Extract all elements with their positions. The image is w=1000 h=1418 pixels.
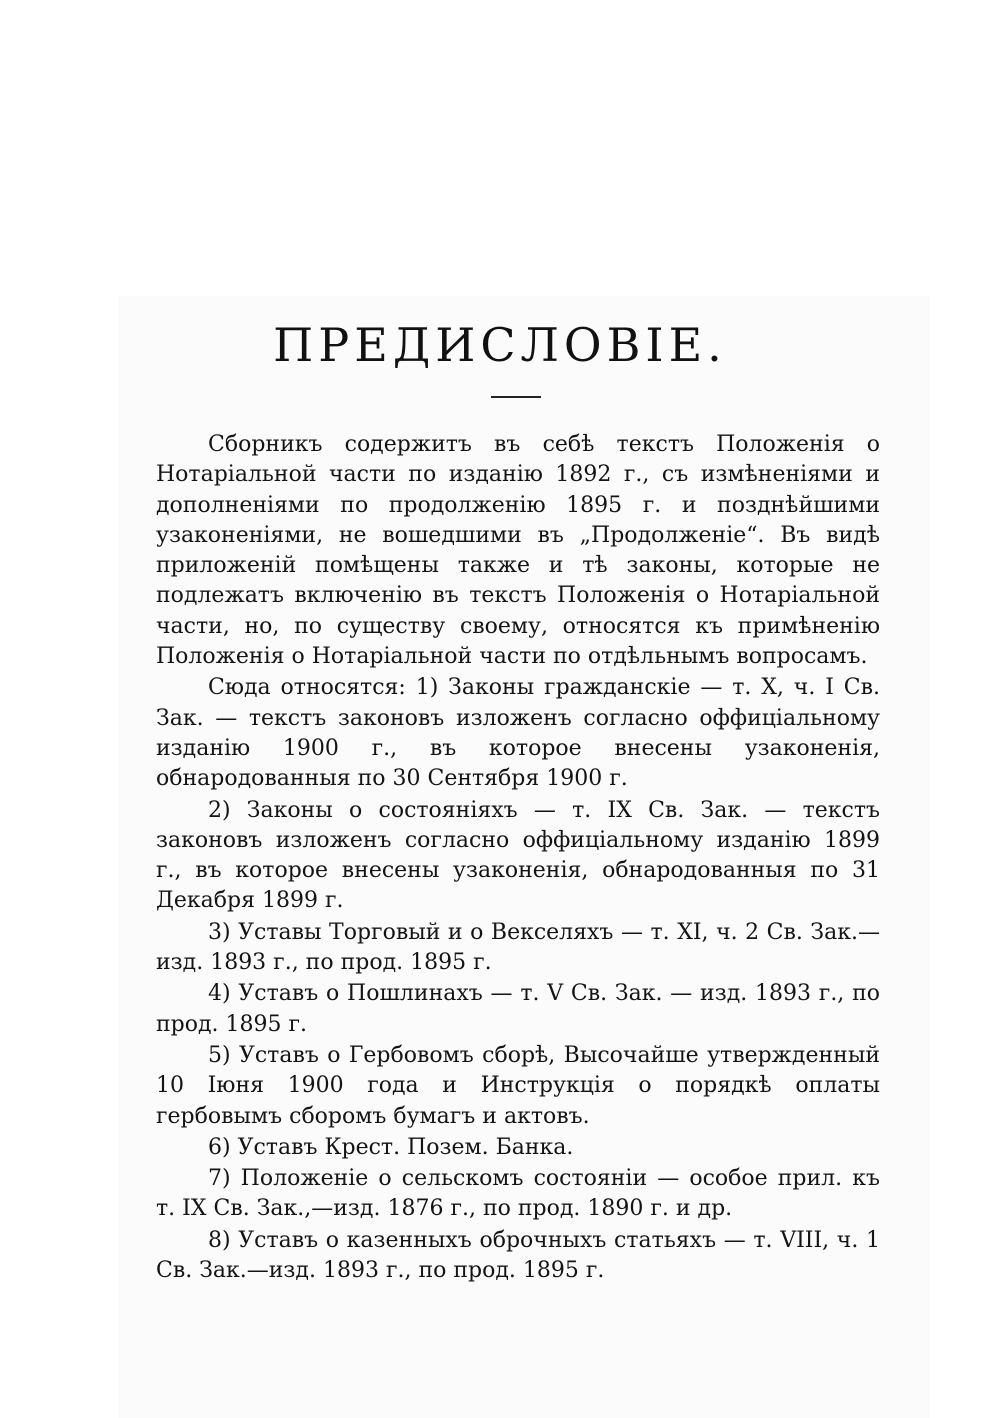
preface-body [156, 430, 880, 1286]
paragraph-item-3: 3) Уставы Торговый и о Векселяхъ — т. XI, ч. 2 Св. Зак.— изд. 1893 г., по прод. 1895 г. [156, 919, 880, 976]
paragraph-intro: Сборникъ содержитъ въ себѣ текстъ Положенія о Нотаріальной части по изданію 1892 г., съ измѣненіями и дополненіями по продолженію 1895 г. и позднѣйшими узаконеніями, не вошедшими въ „Продолженіе“. Въ видѣ приложеній помѣщены также и тѣ законы, которые не подлежатъ включенію въ текстъ Положенія о Нотаріальной части, но, по существу своему, относятся къ примѣненію Положенія о Нотаріальной части по отдѣльнымъ вопросамъ. [156, 432, 880, 670]
paragraph-item-8: 8) Уставъ о казенныхъ оброчныхъ статьяхъ — т. VIII, ч. 1 Св. Зак.—изд. 1893 г., по прод. 1895 г. [156, 1227, 880, 1284]
paragraph-item-6: 6) Уставъ Крест. Позем. Банка. [208, 1134, 574, 1160]
paragraph-item-5: 5) Уставъ о Гербовомъ сборѣ, Высочайшe утвержденный 10 Іюня 1900 года и Инструкція о порядкѣ оплаты гербовымъ сборомъ бумагъ и актовъ. [156, 1042, 880, 1129]
paragraph-item-4: 4) Уставъ о Пошлинахъ — т. V Св. Зак. — изд. 1893 г., по прод. 1895 г. [156, 981, 880, 1037]
paragraph-item-7: 7) Положеніе о сельскомъ состояніи — особое прил. къ т. IX Св. Зак.,—изд. 1876 г., по прод. 1890 г. и др. [156, 1166, 880, 1222]
title-divider [491, 396, 541, 398]
paragraph-item-1: Сюда относятся: 1) Законы гражданскіе — т. X, ч. I Св. Зак. — текстъ законовъ изложенъ согласно оффиціальному изданію 1900 г., въ которое внесены узаконенія, обнародованныя по 30 Сентября 1900 г. [156, 675, 880, 792]
paragraph-item-2: 2) Законы о состояніяхъ — т. IX Св. Зак. — текстъ законовъ изложенъ согласно оффиціальному изданію 1899 г., въ которое внесены узаконенія, обнародованныя по 31 Декабря 1899 г. [156, 797, 880, 914]
page-title: ПРЕДИСЛОВІЕ. [273, 318, 727, 372]
